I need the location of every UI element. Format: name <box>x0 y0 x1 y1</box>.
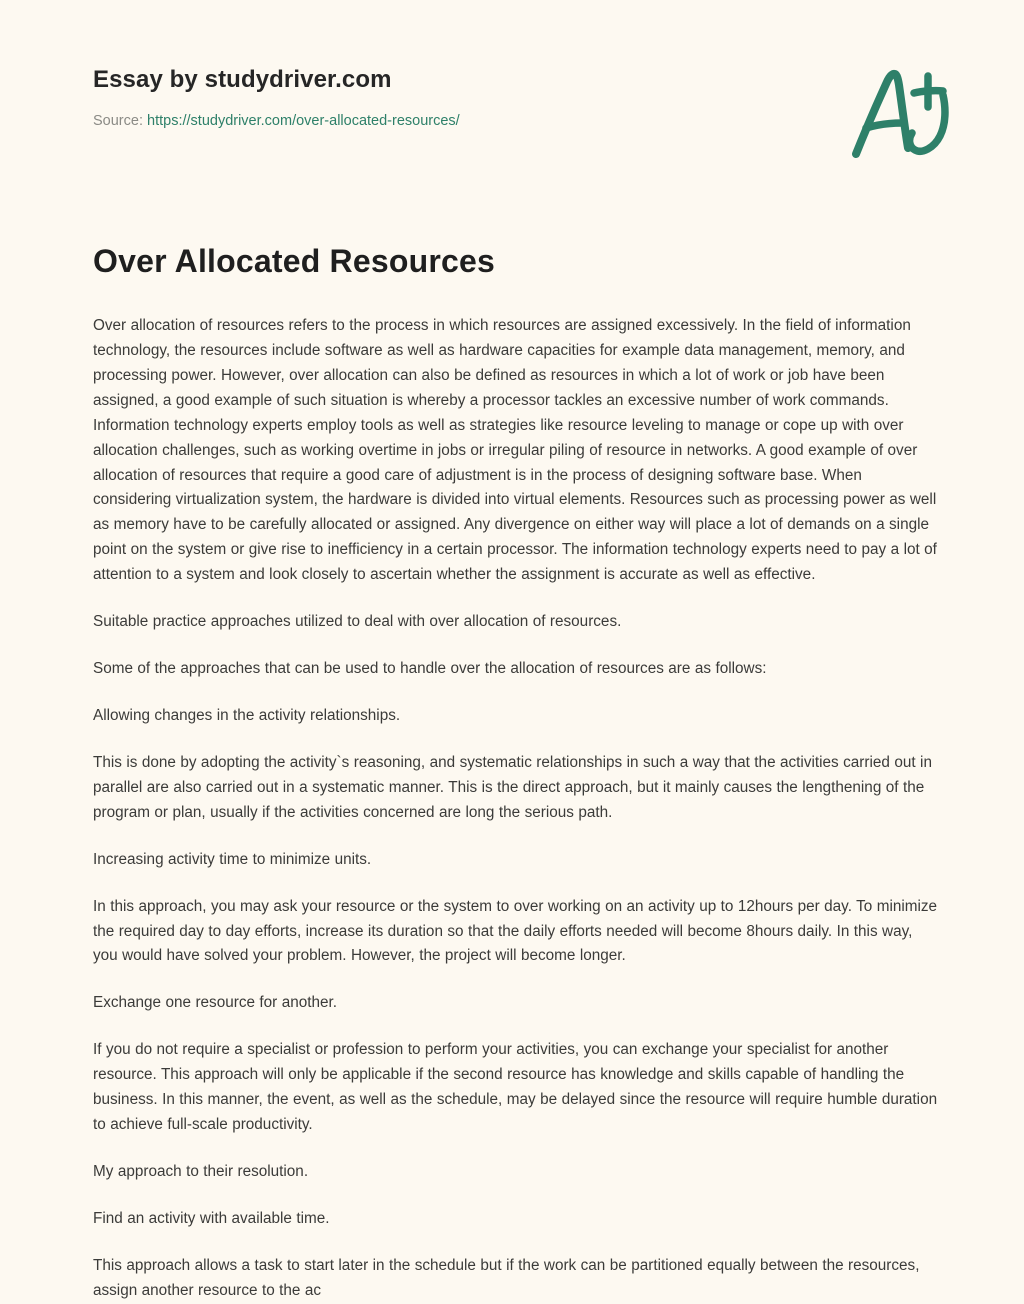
document-header <box>0 0 1024 129</box>
source-url-link[interactable]: https://studydriver.com/over-allocated-resources/ <box>147 112 460 129</box>
paragraph: Over allocation of resources refers to the process in which resources are assigned excessively. In the field of information technology, the resources include software as well as hardware capacities for example data management, memory, and processing power. However, over allocation can also be defined as resources in which a lot of work or job have been assigned, a good example of such situation is whereby a processor tackles an excessive number of work commands. Information technology experts employ tools as well as strategies like resource leveling to manage or cope up with over allocation challenges, such as working overtime in jobs or irregular piling of resource in networks. A good example of over allocation of resources that require a good care of adjustment is in the process of designing software base. When considering virtualization system, the hardware is divided into virtual elements. Resources such as processing power as well as memory have to be carefully allocated or assigned. Any divergence on either way will place a lot of demands on a single point on the system or give rise to inefficiency in a certain processor. The information technology experts need to pay a lot of attention to a system and look closely to ascertain whether the assignment is accurate as well as effective. <box>93 317 937 584</box>
paragraph: In this approach, you may ask your resource or the system to over working on an activity up to 12hours per day. To minimize the required day to day efforts, increase its duration so that the daily efforts needed will become 8hours daily. In this way, you would have solved your problem. However, the project will become longer. <box>93 897 938 965</box>
source-label: Source: <box>93 112 143 129</box>
a-plus-logo-icon <box>842 62 962 172</box>
paragraph: This approach allows a task to start later in the schedule but if the work can be partitioned equally between the resources, assign another resource to the ac <box>93 1256 920 1299</box>
a-plus-logo <box>842 62 962 172</box>
paragraph: Suitable practice approaches utilized to deal with over allocation of resources. <box>93 613 622 631</box>
paragraph: My approach to their resolution. <box>93 1162 309 1180</box>
paragraph: Allowing changes in the activity relationships. <box>93 706 401 724</box>
page-title: Over Allocated Resources <box>93 243 496 279</box>
paragraph: Find an activity with available time. <box>93 1209 330 1227</box>
paragraph: Some of the approaches that can be used to handle over the allocation of resources are as follows: <box>93 660 767 678</box>
paragraph: Exchange one resource for another. <box>93 994 338 1012</box>
brand-byline: Essay by studydriver.com <box>93 66 392 93</box>
paragraph: This is done by adopting the activity`s reasoning, and systematic relationships in such a way that the activities carried out in parallel are also carried out in a systematic manner. This is the direct approach, but it mainly causes the lengthening of the program or plan, usually if the activities concerned are long the serious path. <box>93 753 932 821</box>
article-body <box>93 314 941 1304</box>
paragraph: If you do not require a specialist or profession to perform your activities, you can exchange your specialist for another resource. This approach will only be applicable if the second resource has knowledge and skills capable of handling the business. In this manner, the event, as well as the schedule, may be delayed since the resource will require humble duration to achieve full-scale productivity. <box>93 1041 938 1134</box>
paragraph: Increasing activity time to minimize units. <box>93 850 372 868</box>
